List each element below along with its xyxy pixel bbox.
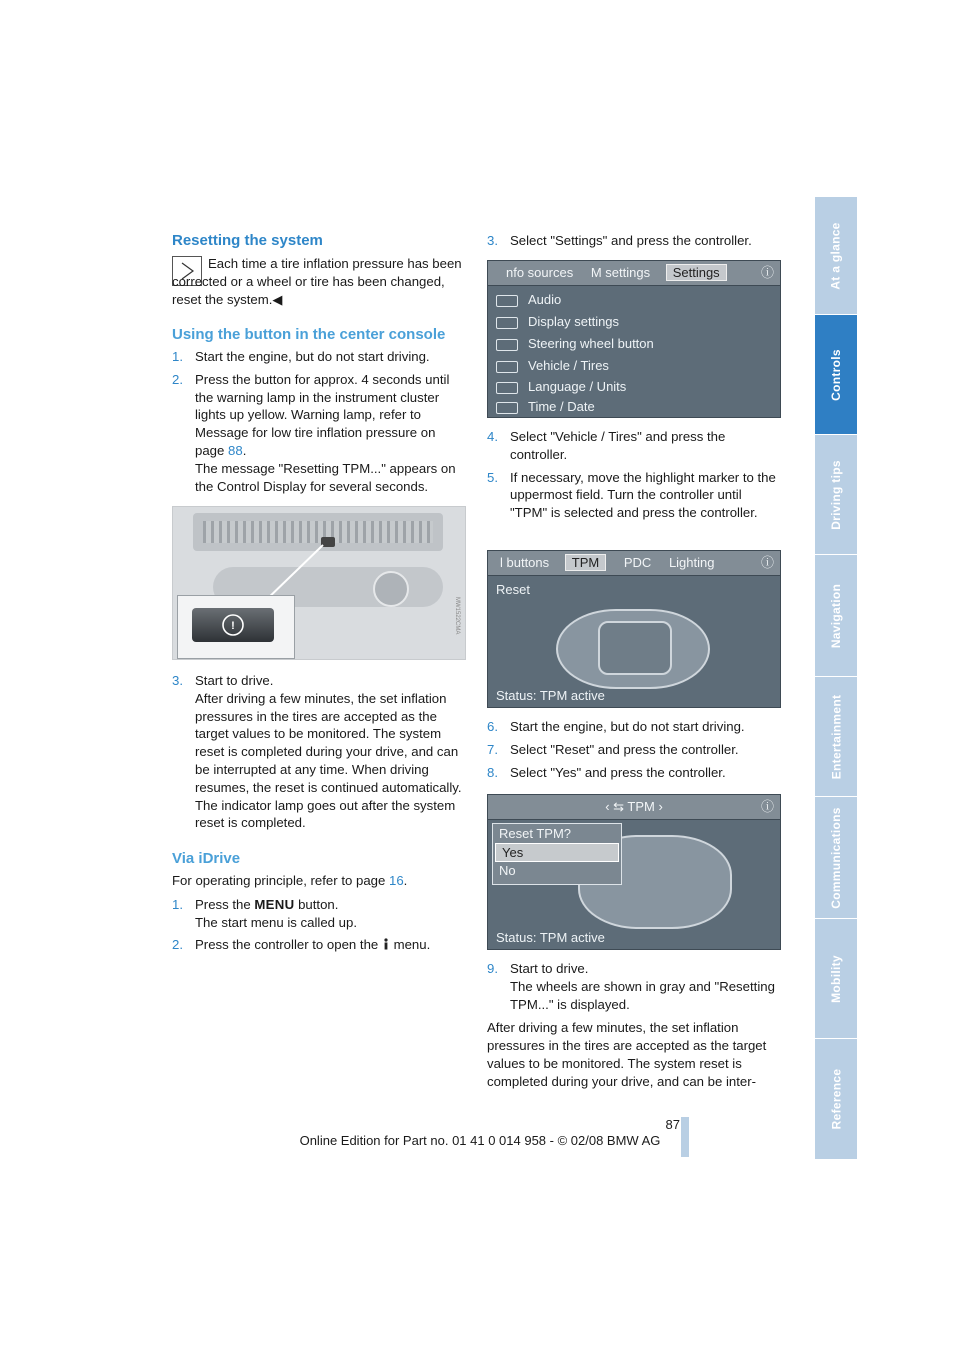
subheading-center-console: Using the button in the center console <box>172 326 446 343</box>
no-option[interactable]: No <box>499 863 516 878</box>
subheading-idrive: Via iDrive <box>172 850 241 867</box>
tab-label: Entertainment <box>829 694 844 779</box>
section-heading: Resetting the system <box>172 232 323 249</box>
tpm-tab: TPM <box>565 554 606 571</box>
steps-r4-r5: 4. Select "Vehicle / Tires" and press the controller. 5. If necessary, move the highlight marker to the uppermost field. Turn the controller until "TPM" is selected and press the controller. <box>487 429 776 521</box>
step-item: 1. Press the MENU button. The start menu is called up. <box>172 896 357 930</box>
page-number: 87 <box>665 1117 680 1132</box>
inset-box <box>177 595 295 659</box>
status-text: Status: TPM active <box>496 688 605 703</box>
menu-item: Language / Units <box>496 376 750 397</box>
intro-text: For operating principle, refer to page 16. <box>172 873 408 888</box>
steps-r6-r8: 6. Start the engine, but do not start driving. 7. Select "Reset" and press the controller. 8. Select "Yes" and press the controller. <box>487 719 745 780</box>
menu-item: Steering wheel button <box>496 333 750 354</box>
center-console-photo <box>172 506 466 660</box>
yes-option[interactable]: Yes <box>495 843 619 862</box>
menu-item: Time / Date <box>496 396 750 417</box>
tab-label: Communications <box>829 806 844 909</box>
tab-navigation[interactable] <box>815 555 857 677</box>
status-text: Status: TPM active <box>496 930 605 945</box>
step-item: 1. Start the engine, but do not start driving. <box>172 349 430 364</box>
step-r3: 3. Select "Settings" and press the controller. <box>487 233 752 248</box>
screen-topbar: l buttons TPM PDC Lighting ⓘ <box>488 551 780 576</box>
car-small-icon: ‹ ⇆ <box>605 799 628 814</box>
idrive-steps <box>172 872 464 954</box>
tab-controls[interactable] <box>815 315 857 435</box>
section-tab-bar <box>815 197 857 1160</box>
tab-at-a-glance[interactable] <box>815 197 857 315</box>
page-link[interactable]: 16 <box>388 873 404 888</box>
step-r9: 9. Start to drive. The wheels are shown in gray and "Resetting TPM..." is displayed. After driving a few minutes, the set inflation pressures in the tires are accepted as the target values to be monitored. The system reset is completed during your drive, and can be inter- <box>487 960 779 1091</box>
info-icon: ⓘ <box>760 265 774 280</box>
image-code: MW1522CMA <box>454 597 460 635</box>
tab-label: At a glance <box>829 221 844 290</box>
settings-tab: Settings <box>666 264 727 281</box>
menu-item: Audio <box>496 289 750 310</box>
closing-text: After driving a few minutes, the set inflation pressures in the tires are accepted as the target values to be monitored. The system reset is completed during your drive, and can be inter- <box>487 1020 767 1089</box>
steps-console <box>172 348 464 495</box>
dialog-title: Reset TPM? <box>499 826 572 841</box>
tab-mobility[interactable] <box>815 919 857 1039</box>
tab-label: Reference <box>829 1068 844 1130</box>
note-text: Each time a tire inflation pressure has been corrected or a wheel or tire has been changed, reset the system.◀ <box>172 256 462 307</box>
tab-label: Controls <box>829 348 844 401</box>
car-roof <box>598 621 672 675</box>
step-item: 2. Press the controller to open the menu. <box>172 937 431 953</box>
tab-label: Driving tips <box>829 459 844 530</box>
info-icon: ⓘ <box>760 555 774 570</box>
tab-communications[interactable] <box>815 797 857 919</box>
reset-dialog-screen <box>487 794 781 950</box>
step-3: 3. Start to drive. After driving a few minutes, the set inflation pressures in the tires are accepted as the target values to be monitored. The system reset is completed during your drive, and can be interrupted at any time. When driving resumes, the reset is continued automatically. The indicator lamp goes out after the system reset is completed. <box>172 673 462 831</box>
screen-topbar: nfo sources M settings Settings ⓘ <box>488 261 780 286</box>
settings-menu-screen <box>487 260 781 418</box>
menu-key: MENU <box>254 896 295 912</box>
reset-button <box>192 608 274 642</box>
svg-text:!: ! <box>231 620 235 632</box>
reset-dialog <box>492 823 622 885</box>
tab-entertainment[interactable] <box>815 677 857 797</box>
step-item: 2. Press the button for approx. 4 seconds until the warning lamp in the instrument cluster lights up yellow. Warning lamp, refer to Message for low tire inflation pressure on page 88. The message "Resetting TPM..." appears on the Control Display for several seconds. <box>172 371 456 494</box>
info-icon: ⓘ <box>760 799 774 814</box>
tab-label: Navigation <box>829 583 843 648</box>
menu-item: Vehicle / Tires <box>496 355 750 376</box>
footer-text: Online Edition for Part no. 01 41 0 014 958 - © 02/08 BMW AG <box>299 1133 661 1148</box>
page-link[interactable]: 88 <box>228 442 243 458</box>
tab-label: Mobility <box>829 954 844 1003</box>
tab-driving-tips[interactable] <box>815 435 857 555</box>
menu-item: Display settings <box>496 311 750 332</box>
reset-item: Reset <box>496 582 530 597</box>
tpm-screen <box>487 550 781 708</box>
info-icon <box>382 937 390 949</box>
screen-topbar: ‹ ⇆ TPM › ⓘ <box>488 795 780 820</box>
